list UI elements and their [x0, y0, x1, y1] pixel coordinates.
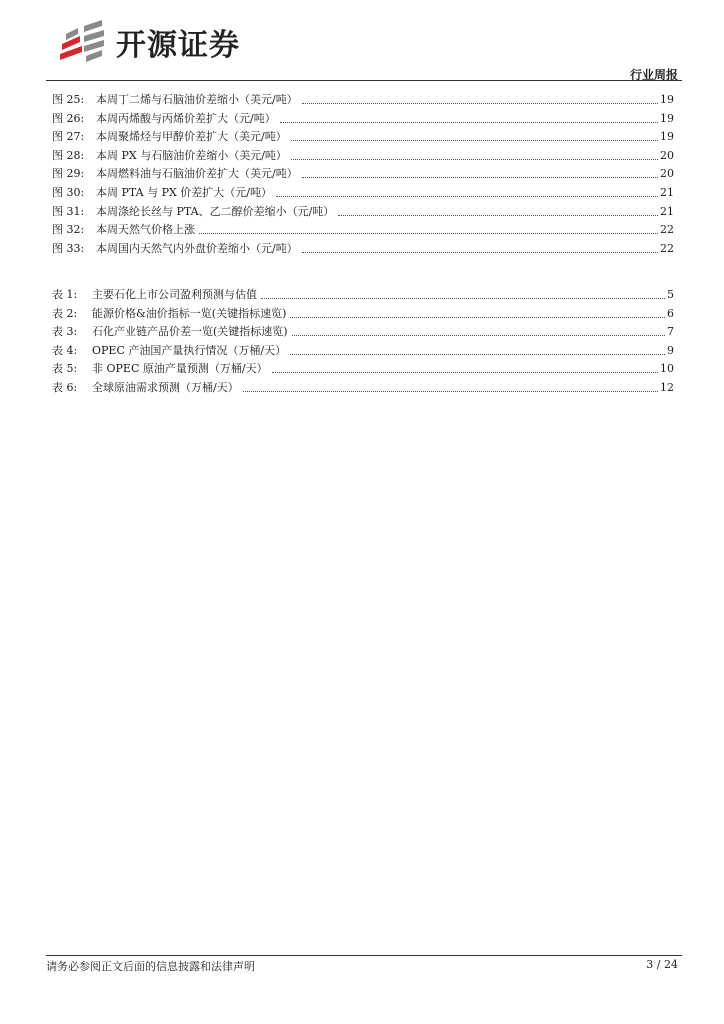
- toc-leader-dots: [302, 103, 658, 104]
- kaiyuan-logo-icon: [58, 20, 108, 64]
- toc-entry-page: 6: [667, 306, 674, 320]
- toc-entry-label: 表 6:: [52, 381, 78, 394]
- toc-entry[interactable]: [52, 321, 674, 339]
- toc-leader-dots: [276, 196, 658, 197]
- toc-entry-label: 表 1:: [52, 288, 78, 301]
- toc-entry-page: 19: [660, 130, 674, 144]
- toc-entry-title: 本周涤纶长丝与 PTA、乙二醇价差缩小（元/吨）: [96, 204, 335, 218]
- toc-entry-title: 本周天然气价格上涨: [96, 223, 195, 237]
- toc-entry-page: 7: [667, 325, 674, 339]
- toc-entry-page: 10: [660, 362, 674, 376]
- header-divider: [46, 80, 682, 81]
- toc-entry[interactable]: [52, 340, 674, 358]
- toc-leader-dots: [261, 298, 665, 299]
- toc-leader-dots: [338, 215, 658, 216]
- toc-leader-dots: [291, 140, 658, 141]
- toc-entry-label: 图 26:: [52, 111, 85, 125]
- toc-leader-dots: [199, 233, 658, 234]
- toc-entry-label: 图 30:: [52, 186, 85, 199]
- toc-entry[interactable]: [52, 108, 674, 126]
- report-type: 行业周报: [629, 68, 678, 82]
- toc-entry-title: 本周聚烯烃与甲醇价差扩大（美元/吨）: [96, 130, 287, 144]
- toc-leader-dots: [292, 335, 665, 336]
- toc-entry[interactable]: [52, 303, 674, 321]
- toc-entry[interactable]: [52, 145, 674, 163]
- toc-entry[interactable]: [52, 182, 674, 200]
- toc-entry[interactable]: [52, 358, 674, 376]
- toc-entry-title: 本周燃料油与石脑油价差扩大（美元/吨）: [96, 167, 298, 181]
- toc-entry-page: 12: [660, 381, 674, 394]
- toc-entry[interactable]: [52, 126, 674, 144]
- footer-disclaimer: 请务必参阅正文后面的信息披露和法律声明: [46, 960, 255, 973]
- toc-leader-dots: [290, 354, 665, 355]
- toc-entry-title: 主要石化上市公司盈利预测与估值: [92, 288, 257, 301]
- toc-entry-label: 表 4:: [52, 343, 78, 357]
- brand-logo: [58, 20, 240, 64]
- toc-entry-page: 21: [660, 204, 674, 218]
- toc-entry-page: 5: [667, 288, 674, 301]
- toc-entry-title: 石化产业链产品价差一览(关键指标速览): [92, 325, 288, 339]
- toc-entry[interactable]: [52, 89, 674, 107]
- toc-leader-dots: [243, 391, 658, 392]
- toc-entry-title: 本周国内天然气内外盘价差缩小（元/吨）: [96, 241, 298, 255]
- toc-entry-title: 全球原油需求预测（万桶/天）: [92, 381, 239, 394]
- toc-leader-dots: [302, 177, 658, 178]
- toc-leader-dots: [302, 252, 658, 253]
- toc-leader-dots: [290, 317, 665, 318]
- toc-entry[interactable]: [52, 201, 674, 219]
- toc-entry-label: 图 25:: [52, 93, 85, 106]
- toc-entry-label: 图 32:: [52, 223, 85, 237]
- toc-entry-label: 图 33:: [52, 241, 85, 255]
- toc-entry-label: 图 31:: [52, 204, 85, 218]
- toc-entry-title: 非 OPEC 原油产量预测（万桶/天）: [92, 362, 268, 376]
- toc-entry-page: 20: [660, 167, 674, 181]
- toc-entry-title: 本周丁二烯与石脑油价差缩小（美元/吨）: [96, 93, 298, 106]
- toc-entry-title: OPEC 产油国产量执行情况（万桶/天）: [92, 343, 287, 357]
- toc-entry-title: 本周丙烯酸与丙烯价差扩大（元/吨）: [96, 111, 276, 125]
- toc-entry[interactable]: [52, 377, 674, 395]
- toc-entry-title: 本周 PX 与石脑油价差缩小（美元/吨）: [96, 148, 287, 162]
- brand-name: 开源证券: [116, 28, 240, 63]
- footer-divider: [46, 955, 682, 956]
- toc-entry-page: 19: [660, 93, 674, 106]
- toc-entry-label: 表 2:: [52, 306, 78, 320]
- toc-entry-page: 9: [667, 343, 674, 357]
- toc-entry-title: 本周 PTA 与 PX 价差扩大（元/吨）: [96, 186, 273, 199]
- toc-entry-label: 表 5:: [52, 362, 78, 376]
- page-number: 3 / 24: [646, 958, 678, 971]
- toc-entry-page: 22: [660, 223, 674, 237]
- toc-leader-dots: [272, 372, 658, 373]
- toc-entry-label: 图 29:: [52, 167, 85, 181]
- toc-entry-page: 20: [660, 148, 674, 162]
- toc-leader-dots: [291, 159, 658, 160]
- toc-entry-label: 表 3:: [52, 325, 78, 339]
- toc-entry-page: 21: [660, 186, 674, 199]
- toc-entry-label: 图 28:: [52, 148, 85, 162]
- toc-entry[interactable]: [52, 163, 674, 181]
- toc-entry-page: 19: [660, 111, 674, 125]
- toc-entry-label: 图 27:: [52, 130, 85, 144]
- toc-entry[interactable]: [52, 219, 674, 237]
- toc-entry[interactable]: [52, 284, 674, 302]
- toc-entry-page: 22: [660, 241, 674, 255]
- toc-entry[interactable]: [52, 238, 674, 256]
- toc-entry-title: 能源价格&油价指标一览(关键指标速览): [92, 306, 287, 320]
- toc-leader-dots: [280, 122, 658, 123]
